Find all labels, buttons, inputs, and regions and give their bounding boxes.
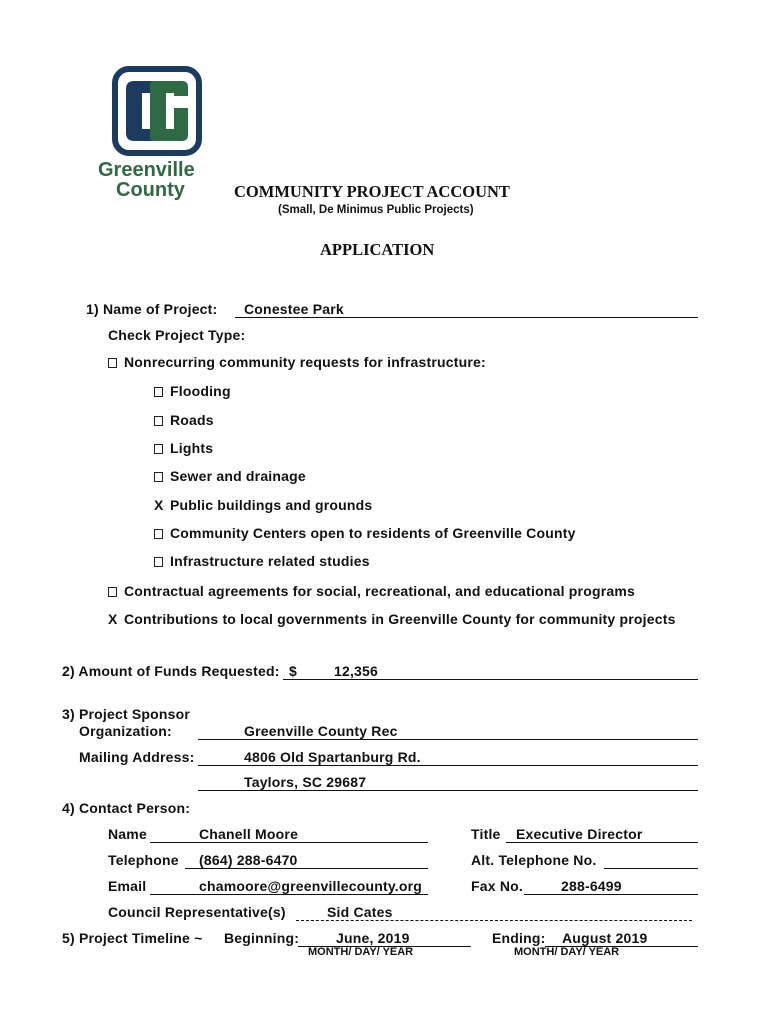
email-label: Email: [108, 878, 147, 894]
name-underline: [150, 842, 428, 843]
title-underline: [506, 842, 698, 843]
checkbox-icon[interactable]: [154, 529, 163, 539]
telephone-value[interactable]: (864) 288-6470: [199, 852, 298, 868]
project-timeline-label: 5) Project Timeline ~: [62, 930, 203, 946]
ending-label: Ending:: [492, 930, 546, 946]
subtype-option[interactable]: [154, 553, 370, 569]
address-underline-1: [198, 765, 698, 766]
logo-text-line2: County: [116, 179, 185, 201]
organization-label: Organization:: [79, 723, 172, 739]
checkbox-icon[interactable]: [154, 444, 163, 454]
check-project-type-label: Check Project Type:: [108, 327, 246, 343]
name-value[interactable]: Chanell Moore: [199, 826, 299, 842]
fax-value[interactable]: 288-6499: [561, 878, 622, 894]
checkbox-icon[interactable]: [108, 587, 117, 597]
beginning-value[interactable]: June, 2019: [336, 930, 410, 946]
gc-logo-mark-icon: [112, 66, 202, 156]
ending-date-hint: MONTH/ DAY/ YEAR: [514, 946, 620, 958]
subtype-option[interactable]: [154, 525, 576, 541]
option-label: Nonrecurring community requests for infrastructure:: [124, 354, 486, 370]
council-representative-value[interactable]: Sid Cates: [327, 904, 393, 920]
checkbox-icon[interactable]: [108, 358, 117, 368]
telephone-label: Telephone: [108, 852, 179, 868]
email-value[interactable]: chamoore@greenvillecounty.org: [199, 878, 423, 894]
option-label: Contributions to local governments in Greenville County for community projects: [124, 611, 676, 627]
subtype-option[interactable]: [154, 440, 213, 456]
subtype-option[interactable]: [154, 383, 231, 399]
checkbox-icon[interactable]: [154, 472, 163, 482]
logo-text-line1: Greenville: [98, 159, 195, 181]
option-label: Sewer and drainage: [170, 468, 306, 484]
organization-value[interactable]: Greenville County Rec: [244, 723, 398, 739]
alt-telephone-label: Alt. Telephone No.: [471, 852, 597, 868]
fax-label: Fax No.: [471, 878, 523, 894]
checkbox-icon[interactable]: [154, 416, 163, 426]
checkbox-icon[interactable]: [154, 557, 163, 567]
funds-requested-label: 2) Amount of Funds Requested:: [62, 663, 280, 679]
subtype-option[interactable]: [154, 497, 372, 513]
x-mark[interactable]: X: [108, 611, 118, 627]
project-name-label: 1) Name of Project:: [86, 301, 218, 317]
council-representative-label: Council Representative(s): [108, 904, 286, 920]
sponsor-label: 3) Project Sponsor: [62, 706, 191, 722]
beginning-label: Beginning:: [224, 930, 300, 946]
option-label: Contractual agreements for social, recreational, and educational programs: [124, 583, 635, 599]
option-label: Roads: [170, 412, 214, 428]
option-label: Infrastructure related studies: [170, 553, 370, 569]
address-line1-value[interactable]: 4806 Old Spartanburg Rd.: [244, 749, 421, 765]
funds-requested-value[interactable]: 12,356: [334, 663, 379, 679]
alt-telephone-underline: [604, 868, 698, 869]
option-label: Community Centers open to residents of Greenville County: [170, 525, 576, 541]
organization-underline: [198, 739, 698, 740]
option-label: Public buildings and grounds: [170, 497, 373, 513]
mailing-address-label: Mailing Address:: [79, 749, 195, 765]
address-underline-2: [198, 790, 698, 791]
form-title: COMMUNITY PROJECT ACCOUNT: [234, 182, 510, 201]
subtype-option[interactable]: [154, 412, 214, 428]
contact-person-label: 4) Contact Person:: [62, 800, 191, 816]
telephone-underline: [185, 868, 428, 869]
option-label: Flooding: [170, 383, 231, 399]
form-subtitle: (Small, De Minimus Public Projects): [278, 204, 474, 216]
x-mark[interactable]: X: [154, 497, 164, 513]
ending-value[interactable]: August 2019: [562, 930, 648, 946]
project-type-option[interactable]: [108, 583, 635, 599]
email-underline: [150, 894, 428, 895]
title-value[interactable]: Executive Director: [516, 826, 643, 842]
option-label: Lights: [170, 440, 214, 456]
council-underline: [296, 920, 692, 921]
name-label: Name: [108, 826, 147, 842]
title-label: Title: [471, 826, 501, 842]
fax-underline: [524, 894, 698, 895]
currency-symbol: $: [289, 663, 297, 679]
subtype-option[interactable]: [154, 468, 306, 484]
beginning-date-hint: MONTH/ DAY/ YEAR: [308, 946, 414, 958]
application-heading: APPLICATION: [320, 240, 435, 259]
project-type-option[interactable]: [108, 354, 486, 370]
project-name-value[interactable]: Conestee Park: [244, 301, 344, 317]
project-type-option[interactable]: [108, 611, 676, 627]
address-line2-value[interactable]: Taylors, SC 29687: [244, 774, 367, 790]
checkbox-icon[interactable]: [154, 387, 163, 397]
funds-underline: [283, 679, 698, 680]
project-name-underline: [235, 317, 698, 318]
